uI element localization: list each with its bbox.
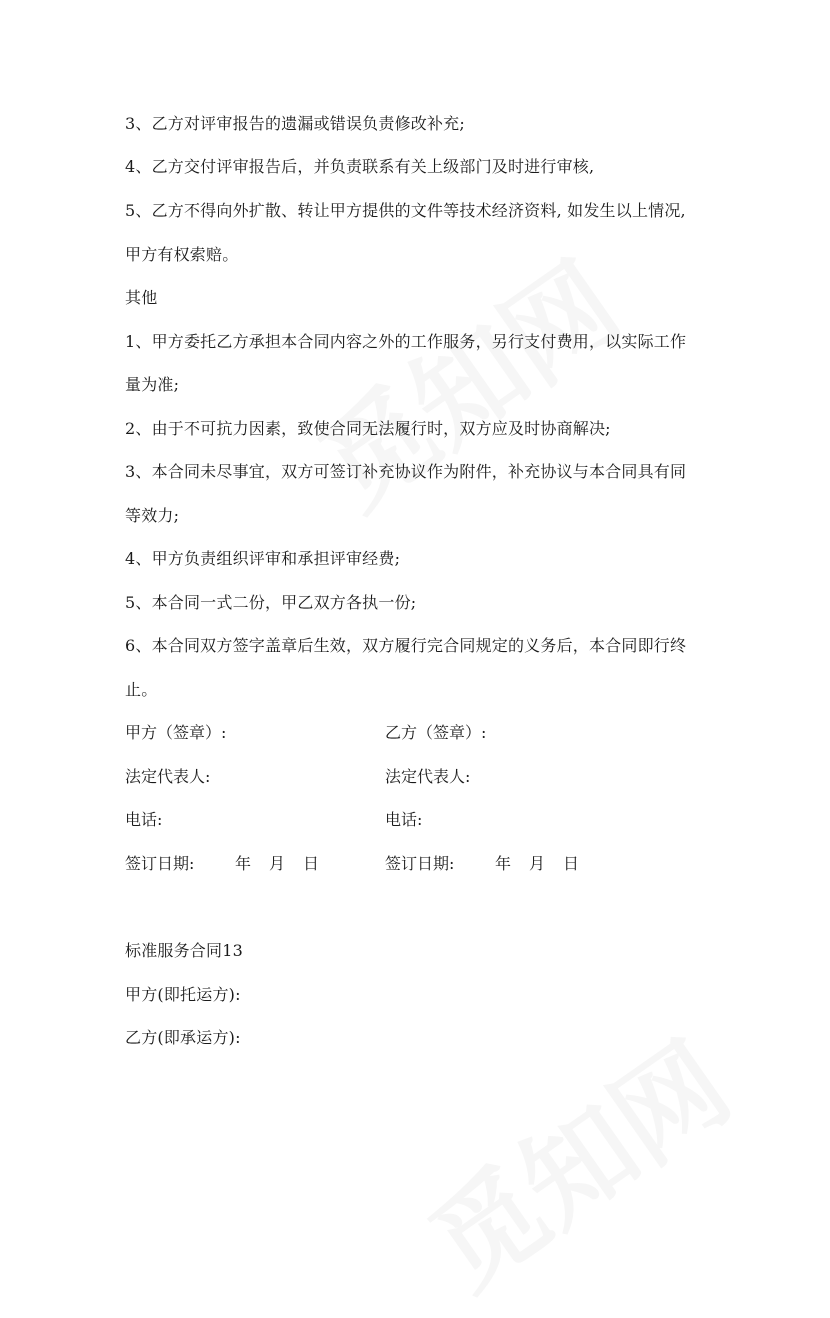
party-a-date-year: 年: [235, 854, 252, 873]
watermark: [285, 220, 646, 539]
paragraph-line: 5、乙方不得向外扩散、转让甲方提供的文件等技术经济资料, 如发生以上情况,: [125, 201, 686, 220]
party-b-date-month: 月: [529, 854, 546, 873]
paragraph-line: 等效力;: [125, 506, 180, 525]
paragraph-line: 3、乙方对评审报告的遗漏或错误负责修改补充;: [125, 114, 465, 133]
party-a-phone: 电话:: [125, 810, 163, 829]
next-contract-party-b: 乙方(即承运方):: [125, 1028, 241, 1047]
paragraph-line: 1、甲方委托乙方承担本合同内容之外的工作服务，另行支付费用，以实际工作: [125, 332, 687, 351]
party-a-date-day: 日: [303, 854, 320, 873]
party-a-signature-label: 甲方（签章）:: [125, 723, 227, 742]
paragraph-line: 甲方有权索赔。: [125, 245, 239, 264]
paragraph-line: 止。: [125, 680, 158, 699]
paragraph-line: 3、本合同未尽事宜，双方可签订补充协议作为附件，补充协议与本合同具有同: [125, 462, 687, 481]
next-contract-title: 标准服务合同13: [125, 941, 243, 960]
paragraph-line: 4、甲方负责组织评审和承担评审经费;: [125, 549, 401, 568]
party-b-phone: 电话:: [385, 810, 423, 829]
party-b-date-label: 签订日期:: [385, 854, 455, 873]
paragraph-line: 量为准;: [125, 375, 180, 394]
watermark: [395, 1000, 756, 1318]
paragraph-line: 4、乙方交付评审报告后，并负责联系有关上级部门及时进行审核,: [125, 157, 595, 176]
party-a-date-month: 月: [269, 854, 286, 873]
party-b-date-day: 日: [563, 854, 580, 873]
party-a-date-label: 签订日期:: [125, 854, 195, 873]
paragraph-line: 2、由于不可抗力因素，致使合同无法履行时，双方应及时协商解决;: [125, 419, 611, 438]
section-heading: 其他: [125, 288, 158, 307]
paragraph-line: 6、本合同双方签字盖章后生效，双方履行完合同规定的义务后，本合同即行终: [125, 636, 687, 655]
party-b-date-year: 年: [495, 854, 512, 873]
party-b-signature-label: 乙方（签章）:: [385, 723, 487, 742]
party-b-legal-rep: 法定代表人:: [385, 767, 471, 786]
paragraph-line: 5、本合同一式二份，甲乙双方各执一份;: [125, 593, 417, 612]
party-a-legal-rep: 法定代表人:: [125, 767, 211, 786]
next-contract-party-a: 甲方(即托运方):: [125, 985, 241, 1004]
